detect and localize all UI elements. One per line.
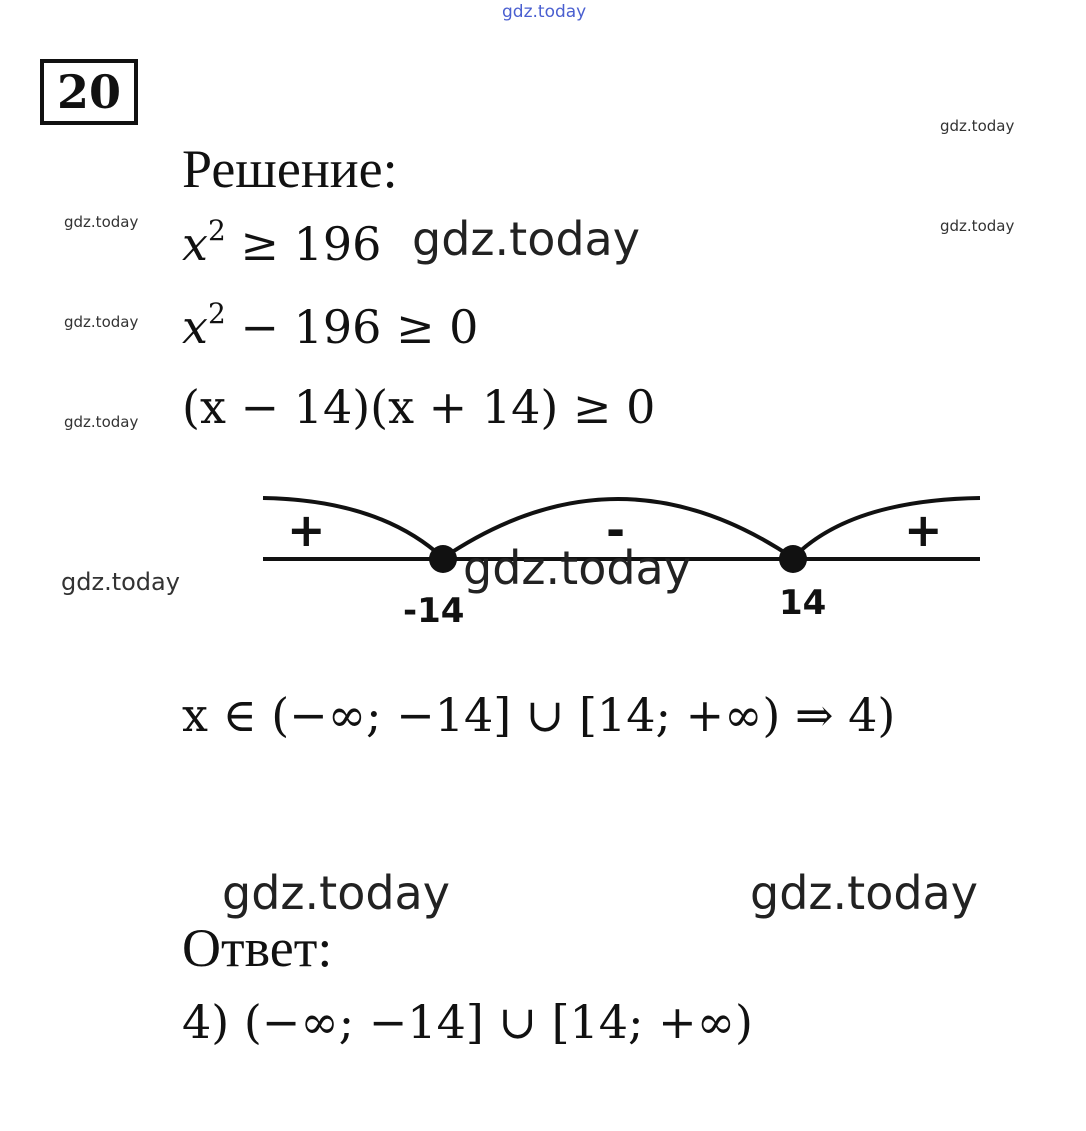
sign-right: + bbox=[904, 503, 943, 557]
watermark-bottom-left: gdz.today bbox=[222, 866, 450, 920]
watermark-left-3: gdz.today bbox=[64, 413, 139, 431]
solution-heading: Решение: bbox=[182, 139, 398, 199]
step-1-var: x bbox=[182, 217, 208, 271]
watermark-right-1: gdz.today bbox=[940, 117, 1015, 135]
watermark-left-1: gdz.today bbox=[64, 213, 139, 231]
step-2-power: 2 bbox=[207, 297, 226, 330]
point-minus-14 bbox=[429, 545, 457, 573]
answer-heading: Ответ: bbox=[182, 918, 333, 978]
answer-line: 4) (−∞; −14] ∪ [14; +∞) bbox=[182, 995, 753, 1049]
sign-middle: - bbox=[606, 503, 626, 557]
watermark-step-1: gdz.today bbox=[412, 212, 640, 266]
problem-number: 20 bbox=[56, 65, 121, 119]
watermark-left-4: gdz.today bbox=[61, 568, 180, 596]
watermark-right-2: gdz.today bbox=[940, 217, 1015, 235]
label-minus-14: -14 bbox=[403, 591, 465, 631]
sign-arc-right bbox=[793, 498, 980, 558]
point-14 bbox=[779, 545, 807, 573]
step-1-power: 2 bbox=[207, 214, 226, 247]
watermark-left-2: gdz.today bbox=[64, 313, 139, 331]
watermark-bottom-right: gdz.today bbox=[750, 866, 978, 920]
step-1-rest: ≥ 196 bbox=[225, 217, 382, 271]
watermark-number-line: gdz.today bbox=[463, 541, 691, 595]
watermark-top: gdz.today bbox=[502, 2, 587, 22]
step-2-rest: − 196 ≥ 0 bbox=[225, 300, 479, 354]
step-2-var: x bbox=[182, 300, 208, 354]
label-14: 14 bbox=[779, 583, 827, 623]
result-line: x ∈ (−∞; −14] ∪ [14; +∞) ⇒ 4) bbox=[182, 688, 896, 742]
sign-left: + bbox=[287, 503, 326, 557]
step-3: (x − 14)(x + 14) ≥ 0 bbox=[182, 380, 656, 434]
